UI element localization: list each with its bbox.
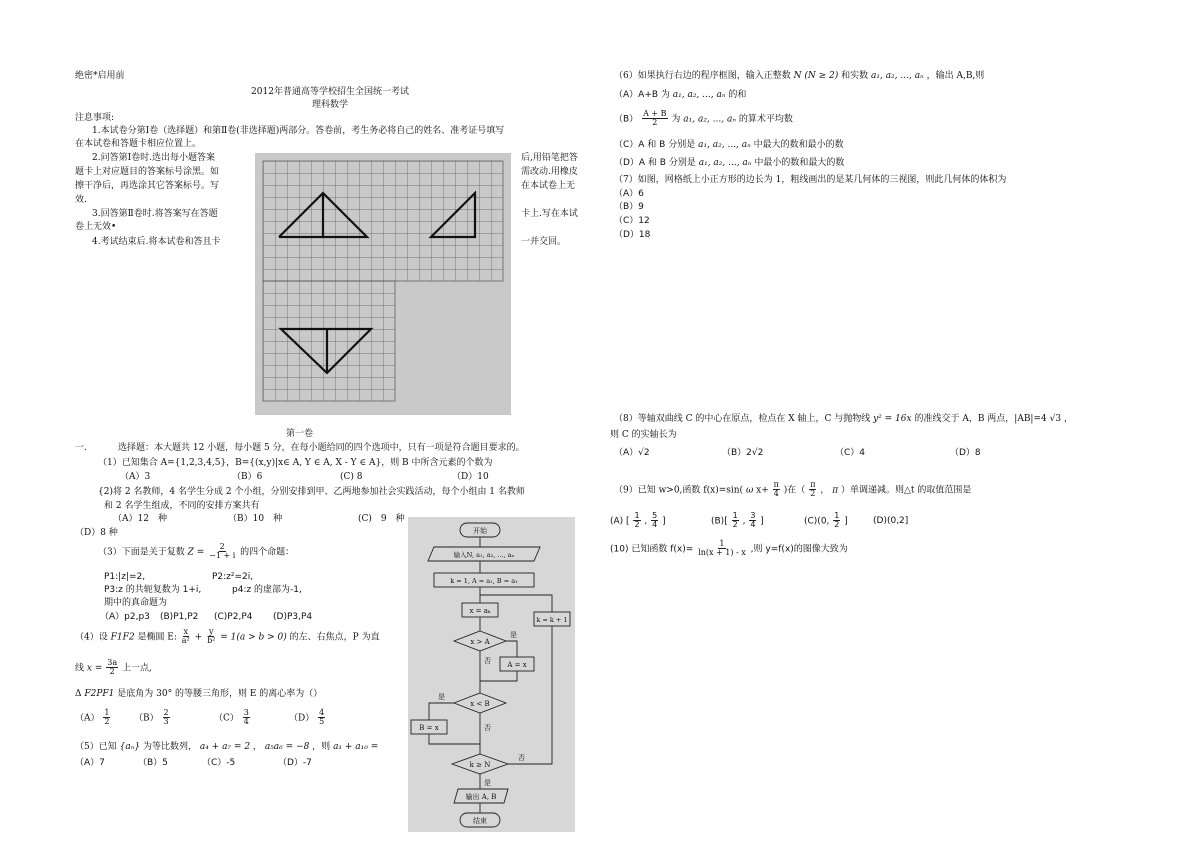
q9-option-c-pre: (C)(0, — [804, 516, 830, 527]
q6-stem-a: （6）如果执行右边的程序框图，输入正整数 — [614, 71, 791, 81]
q5-separator: ， — [252, 742, 262, 752]
q9-stem-e: ）单调递减。则△t 的取值范围是 — [841, 485, 972, 496]
q9-stem-d: ， — [820, 485, 830, 496]
flow-start-text: 开始 — [473, 527, 487, 535]
q4-option-d-label: （D） — [289, 713, 315, 724]
q4-option-d-den: 5 — [319, 717, 325, 727]
q6-sequence: a₁, a₂, ..., aₙ — [871, 71, 924, 81]
note-4-right: 一并交回。 — [521, 237, 567, 247]
q4-line — [75, 659, 152, 677]
flow-yes-2: 是 — [438, 693, 445, 701]
q2-option-c: (C) 9 种 — [358, 514, 405, 524]
q6-option-c-end: 中最大的数和最小的数 — [753, 140, 844, 150]
q4-line-b: 上一点, — [121, 663, 152, 674]
q6-stem — [614, 70, 984, 83]
q4-option-c-num: 3 — [243, 708, 249, 717]
q8-parabola: y² = 16x — [873, 414, 912, 424]
three-view-figure — [255, 153, 511, 415]
q6-option-d-seq: a₁, a₂, ..., aₙ — [698, 158, 752, 168]
q1-stem: （1）已知集合 A={1,2,3,4,5}，B={(x,y)|x∈ A, Y ∈ A, X - Y ∈ A}，则 B 中所含元素的个数为 — [98, 458, 493, 468]
q6-option-b-fraction — [642, 110, 667, 128]
flow-cond3-text: k ≥ N — [469, 761, 491, 769]
note-1b: 在本试卷和答题卡相应位置上。 — [75, 139, 202, 149]
q9-option-b-pre: (B)[ — [711, 516, 728, 527]
q6-option-c-seq: a₁, a₂, ..., aₙ — [698, 140, 751, 150]
q4-option-c-fraction — [243, 709, 250, 727]
q5-option-a: （A）7 — [75, 758, 105, 768]
q4-stem-c: 的左、右焦点，P 为直 — [289, 632, 380, 643]
flow-output-text: 输出 A, B — [465, 793, 497, 801]
q6-stem-b: 和实数 — [841, 71, 869, 81]
three-view-svg — [255, 153, 511, 415]
q10-num: 1 — [719, 539, 725, 548]
section-title: 第一卷 — [286, 429, 314, 439]
q3-z-lhs: Z = — [187, 547, 205, 558]
q2-stem-2: 和 2 名学生组成，不同的安排方案共有 — [104, 501, 260, 511]
flow-no-3: 否 — [518, 754, 525, 762]
q3-z-num: 2 — [219, 542, 225, 551]
q7-stem: （7）如图，网格纸上小正方形的边长为 1，粗线画出的是某几何体的三视图，则此几何体的体积为 — [614, 175, 1007, 185]
flow-yes-1: 是 — [510, 631, 517, 639]
q9-option-a — [610, 512, 666, 530]
q4-y-den: b² — [207, 636, 216, 646]
q6-option-b-label: （B） — [614, 114, 639, 125]
q6-option-d-end: 中最小的数和最大的数 — [754, 158, 845, 168]
section-num: 一. — [75, 443, 87, 453]
q3-z-den: −1 + i — [209, 551, 236, 561]
q9-option-a-frac-1 — [633, 512, 640, 530]
q9-stem-b: x+ — [756, 485, 769, 496]
q4-y-fraction — [206, 628, 216, 646]
note-3a-right: 卡上.写在本试 — [521, 209, 578, 219]
q4-foci: F1F2 — [110, 632, 135, 643]
q4-option-a-label: （A） — [75, 713, 100, 724]
q9-option-c-den: 2 — [834, 520, 840, 530]
flow-inc-text: k = k + 1 — [536, 616, 568, 624]
q5-option-b: （B）5 — [138, 758, 168, 768]
q5-option-d: （D）-7 — [278, 758, 312, 768]
q8-root: √3 — [1049, 414, 1062, 424]
q1-option-c: (C) 8 — [340, 472, 363, 482]
q9-omega: ω — [745, 485, 754, 496]
q6-option-b-mid: 为 — [671, 114, 681, 125]
q4-tri-c: 的等腰三角形，则 E 的离心率为（） — [174, 689, 323, 699]
q8-stem-b: 的准线交于 A，B 两点，|AB|=4 — [914, 414, 1047, 424]
q2-stem-1: {2)将 2 名教师，4 名学生分成 2 个小组，分别安排到甲、乙两地参加社会实践活动，每个小组由 1 名教师 — [98, 487, 525, 497]
q1-option-d: （D）10 — [452, 472, 489, 482]
q4-option-b-den: 3 — [163, 717, 169, 727]
q9-pi: π — [832, 485, 839, 496]
q5-stem-a: （5）已知 — [75, 742, 117, 752]
q1-option-a: （A）3 — [120, 472, 151, 482]
q6-option-c — [614, 139, 844, 152]
q9-option-a-post: ] — [662, 516, 666, 527]
q3-p4: p4:z 的虚部为-1, — [232, 585, 302, 595]
q9-stem — [614, 481, 971, 499]
exam-title: 2012年普通高等学校招生全国统一考试 — [251, 87, 409, 97]
q6-option-b-seq: a₁, a₂, ..., aₙ — [683, 114, 736, 125]
q6-stem-c: ，输出 A,B,则 — [926, 71, 985, 81]
q8-option-b: （B）2√2 — [722, 448, 764, 458]
q4-tri-deg: 30° — [156, 689, 173, 699]
q9-option-b-comma: , — [742, 516, 746, 527]
q9-option-a-num-2: 5 — [652, 511, 658, 520]
q6-option-b — [614, 110, 793, 128]
q4-option-b — [134, 709, 171, 727]
q4-option-c-den: 4 — [243, 717, 249, 727]
flowchart-svg — [408, 517, 575, 832]
section-intro: 选择题：本大题共 12 小题，每小题 5 分，在每小题给同的四个选项中，只有一项是符合题目要求的。 — [118, 443, 525, 453]
q4-option-a — [75, 709, 111, 727]
note-2d: 效. — [75, 195, 87, 205]
q3-stem — [98, 543, 294, 561]
q9-interval-num: π — [810, 480, 816, 489]
flow-assign-text: x = aₖ — [469, 607, 491, 615]
flowchart-figure — [408, 517, 575, 832]
q4-tri-a: Δ — [75, 689, 82, 699]
q9-option-a-num-1: 1 — [634, 511, 640, 520]
q4-x-num: x — [183, 627, 189, 636]
q8-stem-end: ， — [1063, 414, 1073, 424]
q6-option-a-end: 的和 — [728, 90, 747, 100]
note-3a: 3.回答第Ⅱ卷时.将答案写在答题 — [92, 209, 218, 219]
q4-option-d-num: 4 — [319, 708, 325, 717]
q4-line-num: 3a — [107, 658, 118, 667]
q4-stem-a: （4）设 — [75, 632, 108, 643]
q7-option-b: （B）9 — [614, 202, 644, 212]
q8-option-c: （C）4 — [835, 448, 866, 458]
q10-fraction — [697, 540, 747, 558]
grid-lower — [263, 281, 395, 401]
q5-condition-1: a₄ + a₇ = 2 — [199, 742, 251, 752]
q3-p3: P3:z 的共轭复数为 1+i, — [104, 585, 202, 595]
q3-stem-a: （3）下面是关于复数 — [98, 547, 185, 558]
q9-option-a-frac-2 — [651, 512, 658, 530]
q4-option-b-label: （B） — [134, 713, 159, 724]
q9-option-b-num-2: 3 — [750, 511, 756, 520]
flow-setB-text: B = x — [419, 724, 439, 732]
q3-option-c: (C)P2,P4 — [214, 612, 253, 622]
q3-p1: P1:|z|=2, — [104, 572, 146, 582]
q9-option-c-num: 1 — [834, 511, 840, 520]
q6-option-b-end: 的算术平均数 — [738, 114, 793, 125]
q10-stem-b: ,则 y=f(x)的图像大致为 — [750, 544, 848, 555]
q6-option-d-label: （D）A 和 B 分别是 — [614, 158, 696, 168]
note-2a: 2.问答第Ⅰ卷时.选出每小题答案 — [92, 153, 216, 163]
q5-stem-b: 为等比数列， — [142, 742, 197, 752]
flow-yes-3: 是 — [484, 779, 491, 787]
q3-stem-2: 期中的真命题为 — [104, 598, 168, 608]
q6-option-a-label: （A）A+B 为 — [614, 90, 670, 100]
q8-stem-2: 则 C 的实轴长为 — [610, 430, 677, 440]
q9-stem-a: （9）已知 w>0,函数 f(x)=sin( — [614, 485, 744, 496]
q4-plus: + — [194, 632, 203, 643]
q4-x-den: a² — [181, 636, 190, 646]
q5-target: a₁ + a₁₀ = — [333, 742, 379, 752]
q3-option-d: (D)P3,P4 — [273, 612, 313, 622]
q5-stem — [75, 741, 378, 754]
q7-option-c: （C）12 — [614, 216, 650, 226]
q6-option-b-den: 2 — [652, 118, 658, 128]
q4-y-num: y — [208, 627, 214, 636]
q9-option-b-den-1: 2 — [732, 520, 738, 530]
q9-option-b-num-1: 1 — [732, 511, 738, 520]
flow-no-2: 否 — [484, 724, 491, 732]
q4-line-a: 线 — [75, 663, 85, 674]
note-4: 4.考试结束后.将本试卷和答且卡 — [92, 237, 221, 247]
notes-heading: 注息事项: — [75, 113, 115, 123]
q4-triangle — [75, 688, 322, 701]
q9-option-a-comma: , — [644, 516, 648, 527]
q4-tri-b: 是底角为 — [117, 689, 154, 699]
q6-n-condition: N (N ≥ 2) — [793, 71, 839, 81]
secret-label: 绝密*启用前 — [75, 71, 125, 81]
note-2b: 题卡上对应题目的答案标号涂黑。如 — [75, 167, 220, 177]
q4-stem-b: 是椭圆 E: — [137, 632, 177, 643]
q9-interval-den: 2 — [810, 489, 816, 499]
note-3b: 卷上无效• — [75, 222, 117, 232]
q9-stem-c: )在（ — [783, 485, 806, 496]
q2-option-d: （D）8 种 — [75, 528, 118, 538]
note-2c-right: 在本试卷上无 — [521, 181, 576, 191]
q9-option-c-frac — [833, 512, 840, 530]
q4-option-c-label: （C） — [214, 713, 239, 724]
flow-input-text: 输入N, a₁, a₂, ..., aₙ — [453, 551, 515, 559]
q9-option-b-frac-1 — [732, 512, 739, 530]
q10-stem-a: (10) 已知函数 f(x)= — [610, 544, 694, 555]
q3-option-a: （A）p2,p3 — [100, 612, 150, 622]
q9-option-a-den-2: 4 — [652, 520, 658, 530]
note-2a-right: 后,用铅笔把答 — [521, 153, 578, 163]
q4-line-x: x = — [86, 663, 103, 674]
q9-option-b — [711, 512, 764, 530]
q4-option-b-num: 2 — [163, 708, 169, 717]
q6-option-a — [614, 89, 746, 102]
q5-sequence: {aₙ} — [119, 742, 141, 752]
flow-end-text: 结束 — [473, 817, 487, 825]
q2-option-b: （B）10 种 — [228, 514, 283, 524]
q9-phase-num: π — [773, 480, 779, 489]
q5-option-c: （C）-5 — [202, 758, 236, 768]
q8-option-d: （D）8 — [950, 448, 981, 458]
q6-option-d — [614, 157, 844, 170]
q3-p2: P2:z²=2i, — [212, 572, 254, 582]
q4-option-c — [214, 709, 251, 727]
q4-option-a-fraction — [103, 709, 110, 727]
q7-option-a: （A）6 — [614, 189, 644, 199]
q9-option-c — [804, 512, 848, 530]
q8-option-a: （A）√2 — [614, 448, 650, 458]
q9-option-d: (D)(0,2] — [873, 516, 909, 526]
q3-option-b: (B)P1,P2 — [160, 612, 199, 622]
q10-den: ln(x + 1) - x — [698, 548, 746, 558]
q4-option-b-fraction — [163, 709, 170, 727]
flow-cond1-text: x > A — [470, 638, 490, 646]
q5-stem-c: ，则 — [312, 742, 331, 752]
q4-option-a-num: 1 — [104, 708, 110, 717]
note-1a: 1.本试卷分第Ⅰ卷（选择题）和第Ⅱ卷(非选择题)两部分。答卷前，考生务必将自己的姓名、准考证号填写 — [92, 126, 505, 136]
q9-option-b-post: ] — [760, 516, 764, 527]
q7-option-d: （D）18 — [614, 230, 651, 240]
q2-option-a: （A）12 种 — [113, 514, 167, 524]
flow-no-1: 否 — [484, 657, 491, 665]
grid-upper — [263, 161, 503, 281]
q3-z-fraction — [208, 543, 236, 561]
note-2b-right: 需改动.用橡皮 — [521, 167, 578, 177]
q4-option-d-fraction — [318, 709, 325, 727]
note-2c: 擦干净后，再选涂其它答案标号。写 — [75, 181, 220, 191]
q9-interval-fraction — [809, 481, 816, 499]
q4-line-fraction — [106, 659, 118, 677]
flow-setA-text: A = x — [507, 661, 527, 669]
q9-phase-fraction — [773, 481, 780, 499]
q5-condition-2: a₅a₆ = −8 — [264, 742, 310, 752]
q9-option-a-den-1: 2 — [634, 520, 640, 530]
q3-stem-b: 的四个命题： — [240, 547, 295, 558]
q4-ellipse-condition: = 1(a > b > 0) — [220, 632, 287, 643]
q4-option-d — [289, 709, 326, 727]
q9-option-b-den-2: 4 — [750, 520, 756, 530]
q4-line-den: 2 — [109, 667, 115, 677]
flow-cond2-text: x < B — [470, 700, 490, 708]
flow-init-text: k = 1, A = a₁, B = a₁ — [450, 577, 518, 585]
q8-stem — [614, 413, 1073, 426]
q9-phase-den: 4 — [773, 489, 779, 499]
exam-subject: 理科数学 — [311, 100, 348, 110]
q9-option-b-frac-2 — [749, 512, 756, 530]
q6-option-b-num: A + B — [643, 109, 667, 118]
q9-option-a-pre: (A) [ — [610, 516, 630, 527]
q9-option-c-post: ] — [844, 516, 848, 527]
q8-stem-a: （8）等轴双曲线 C 的中心在原点，检点在 X 轴上，C 与抛物线 — [614, 414, 871, 424]
q4-stem — [75, 628, 380, 646]
q4-tri-name: F2PF1 — [84, 689, 115, 699]
q6-option-a-seq: a₁, a₂, ..., aₙ — [672, 90, 726, 100]
q4-option-a-den: 2 — [104, 717, 110, 727]
q6-option-c-label: （C）A 和 B 分别是 — [614, 140, 696, 150]
q10-stem — [610, 540, 848, 558]
q4-x-fraction — [181, 628, 191, 646]
q1-option-b: （B）6 — [232, 472, 263, 482]
